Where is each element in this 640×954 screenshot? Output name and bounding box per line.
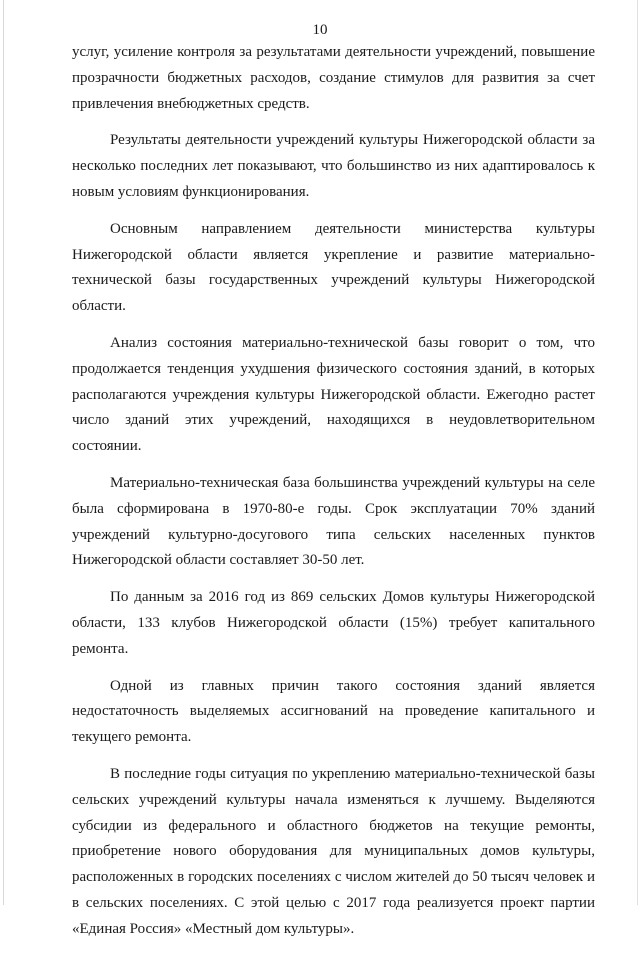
paragraph-6: По данным за 2016 год из 869 сельских Домов культуры Нижегородской области, 133 клубов Нижегородской области (15%) требует капитального ремонта.: [72, 589, 595, 657]
scan-edge-left: [3, 0, 4, 905]
page-number: 10: [312, 22, 328, 38]
scan-edge-right: [637, 0, 638, 905]
paragraph-4: Анализ состояния материально-технической базы говорит о том, что продолжается тенденция ухудшения физического состояния зданий, в которых располагаются учреждения культуры Нижегородской области. Ежегодно растет число зданий этих учреждений, находящихся в неудовлетворительном состоянии.: [72, 334, 595, 455]
paragraph-2: Результаты деятельности учреждений культуры Нижегородской области за несколько последних лет показывают, что большинство из них адаптировалось к новым условиям функционирования.: [72, 132, 595, 200]
paragraph-3: Основным направлением деятельности министерства культуры Нижегородской области является укрепление и развитие материально-технической базы государственных учреждений культуры Нижегородской области.: [72, 220, 595, 315]
paragraph-8: В последние годы ситуация по укреплению материально-технической базы сельских учреждений культуры начала изменяться к лучшему. Выделяются субсидии из федерального и областного бюджетов на текущие ремонты, приобретение нового оборудования для муниципальных домов культуры, расположенных в городских поселениях с числом жителей до 50 тысяч человек и в сельских поселениях. С этой целью с 2017 года реализуется проект партии «Единая Россия» «Местный дом культуры».: [72, 765, 595, 937]
document-body: [72, 40, 595, 954]
paragraph-1: услуг, усиление контроля за результатами деятельности учреждений, повышение прозрачности бюджетных расходов, создание стимулов для развития за счет привлечения внебюджетных средств.: [72, 44, 595, 112]
paragraph-5: Материально-техническая база большинства учреждений культуры на селе была сформирована в 1970-80-е годы. Срок эксплуатации 70% зданий учреждений культурно-досугового типа сельских населенных пунктов Нижегородской области составляет 30-50 лет.: [72, 474, 595, 569]
paragraph-7: Одной из главных причин такого состояния зданий является недостаточность выделяемых ассигнований на проведение капитального и текущего ремонта.: [72, 677, 595, 746]
